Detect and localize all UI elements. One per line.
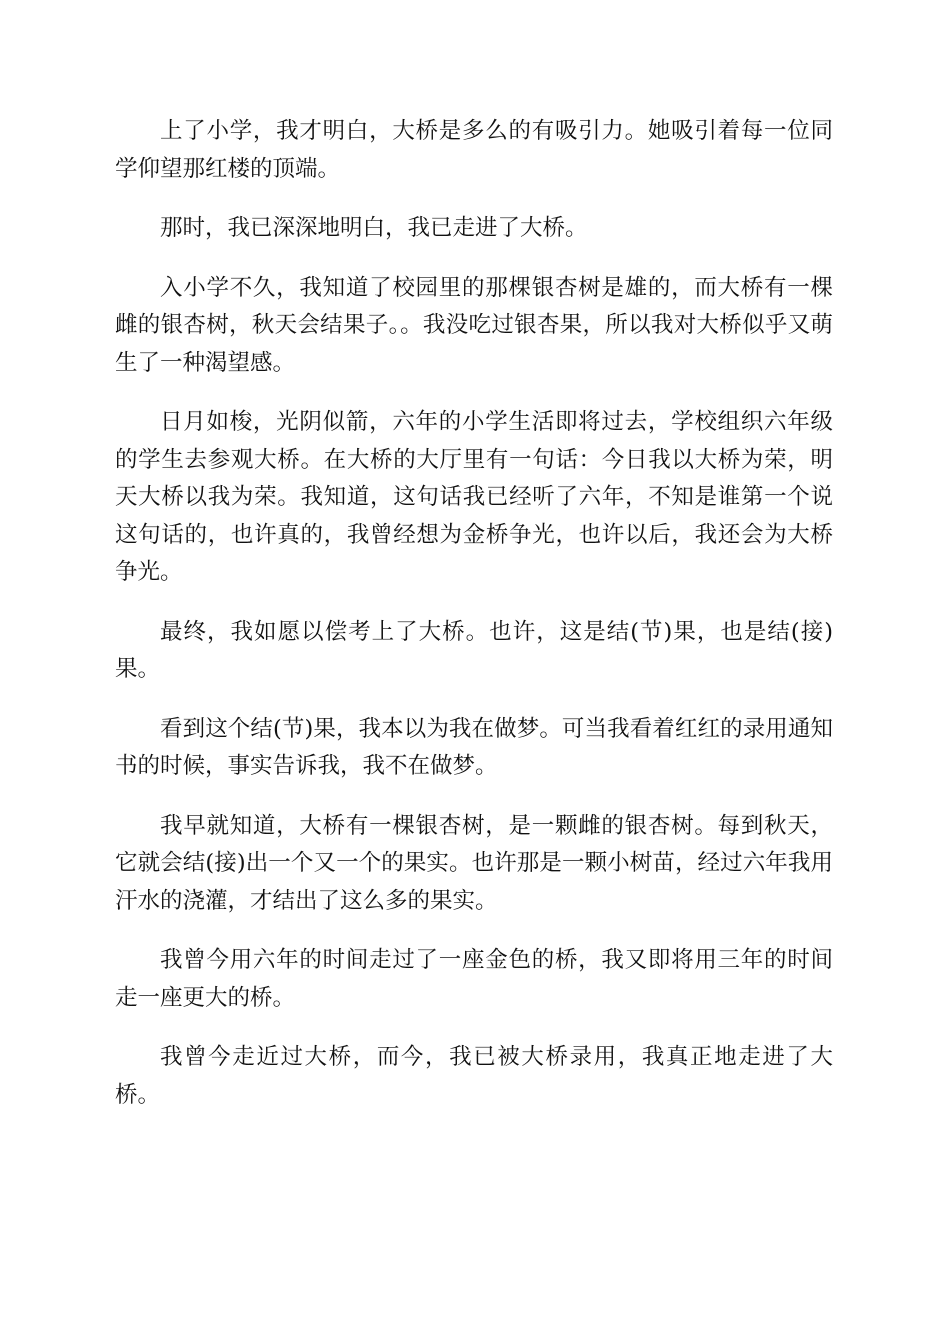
paragraph-9: 我曾今走近过大桥，而今，我已被大桥录用，我真正地走进了大桥。: [115, 1044, 833, 1108]
paragraph-5: 最终，我如愿以偿考上了大桥。也许，这是结(节)果，也是结(接)果。: [115, 618, 833, 682]
paragraph-4: 日月如梭，光阴似箭，六年的小学生活即将过去，学校组织六年级的学生去参观大桥。在大桥的大厅里有一句话：今日我以大桥为荣，明天大桥以我为荣。我知道，这句话我已经听了六年，不知是谁第一个说这句话的，也许真的，我曾经想为金桥争光，也许以后，我还会为大桥争光。: [115, 409, 833, 585]
document-body: [115, 113, 833, 1136]
paragraph-2: 那时，我已深深地明白，我已走进了大桥。: [160, 215, 588, 241]
paragraph-1: 上了小学，我才明白，大桥是多么的有吸引力。她吸引着每一位同学仰望那红楼的顶端。: [115, 118, 833, 182]
paragraph-3: 入小学不久，我知道了校园里的那棵银杏树是雄的，而大桥有一棵雌的银杏树，秋天会结果子。。我没吃过银杏果，所以我对大桥似乎又萌生了一种渴望感。: [115, 274, 833, 376]
paragraph-6: 看到这个结(节)果，我本以为我在做梦。可当我看着红红的录用通知书的时候，事实告诉我，我不在做梦。: [115, 715, 833, 779]
paragraph-7: 我早就知道，大桥有一棵银杏树，是一颗雌的银杏树。每到秋天，它就会结(接)出一个又一个的果实。也许那是一颗小树苗，经过六年我用汗水的浇灌，才结出了这么多的果实。: [115, 812, 833, 914]
paragraph-8: 我曾今用六年的时间走过了一座金色的桥，我又即将用三年的时间走一座更大的桥。: [115, 947, 833, 1011]
